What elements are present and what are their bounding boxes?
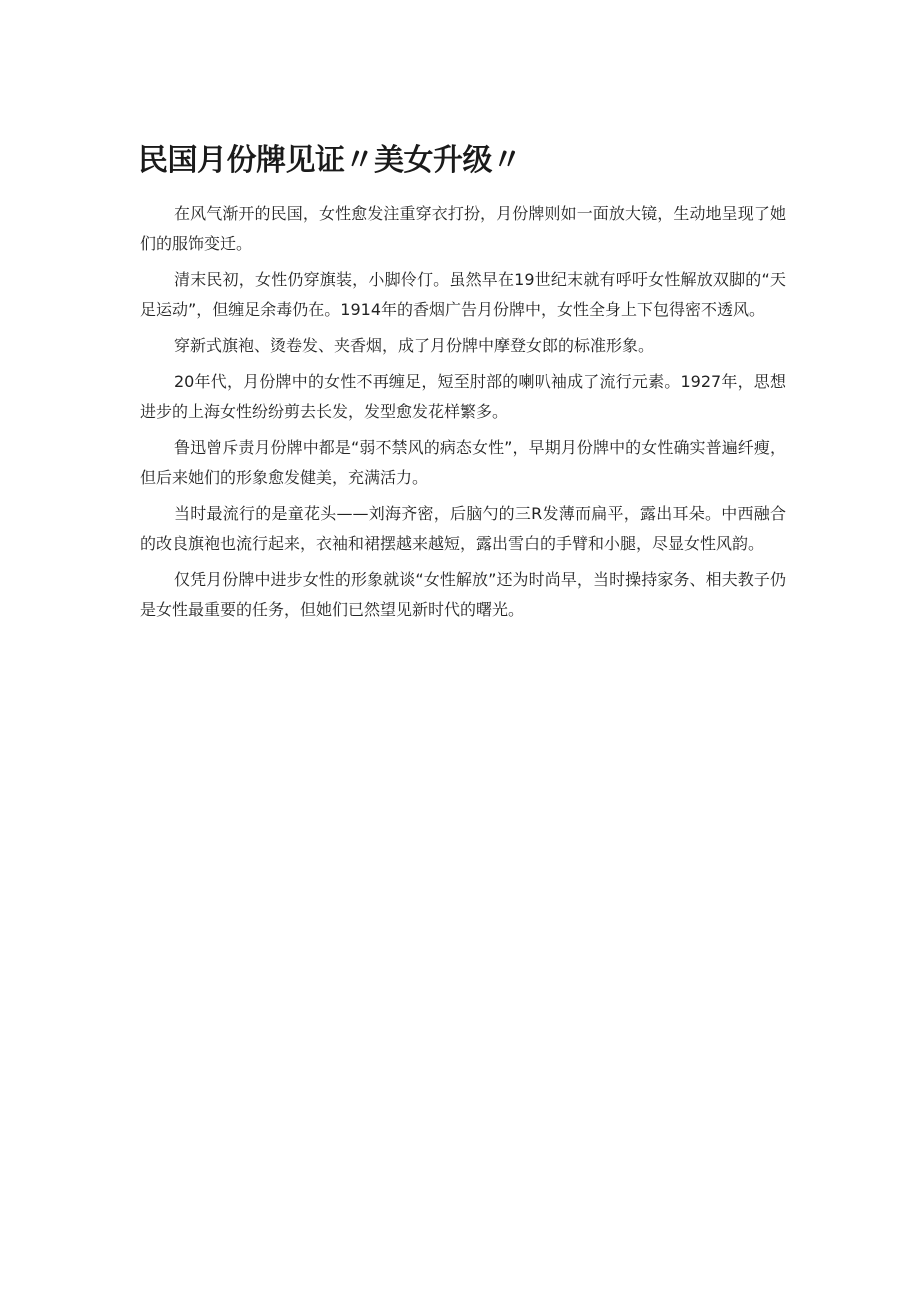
paragraph-7: 仅凭月份牌中进步女性的形象就谈“女性解放”还为时尚早，当时操持家务、相夫教子仍是女性最重要的任务，但她们已然望见新时代的曙光。 <box>140 570 786 619</box>
document-title: 民国月份牌见证〃美女升级〃 <box>138 143 522 178</box>
document-body <box>140 199 786 631</box>
paragraph-5: 鲁迅曾斥责月份牌中都是“弱不禁风的病态女性”，早期月份牌中的女性确实普遍纤瘦，但后来她们的形象愈发健美，充满活力。 <box>140 438 786 487</box>
paragraph-3: 穿新式旗袍、烫卷发、夹香烟，成了月份牌中摩登女郎的标准形象。 <box>174 336 655 355</box>
paragraph-6: 当时最流行的是童花头——刘海齐密，后脑勺的三R发薄而扁平，露出耳朵。中西融合的改良旗袍也流行起来，衣袖和裙摆越来越短，露出雪白的手臂和小腿，尽显女性风韵。 <box>140 504 786 553</box>
paragraph-2: 清末民初，女性仍穿旗装，小脚伶仃。虽然早在19世纪末就有呼吁女性解放双脚的“天足运动”，但缠足余毒仍在。1914年的香烟广告月份牌中，女性全身上下包得密不透风。 <box>140 270 786 319</box>
paragraph-1: 在风气渐开的民国，女性愈发注重穿衣打扮，月份牌则如一面放大镜，生动地呈现了她们的服饰变迁。 <box>140 204 786 253</box>
paragraph-4: 20年代，月份牌中的女性不再缠足，短至肘部的喇叭袖成了流行元素。1927年，思想进步的上海女性纷纷剪去长发，发型愈发花样繁多。 <box>140 372 786 421</box>
